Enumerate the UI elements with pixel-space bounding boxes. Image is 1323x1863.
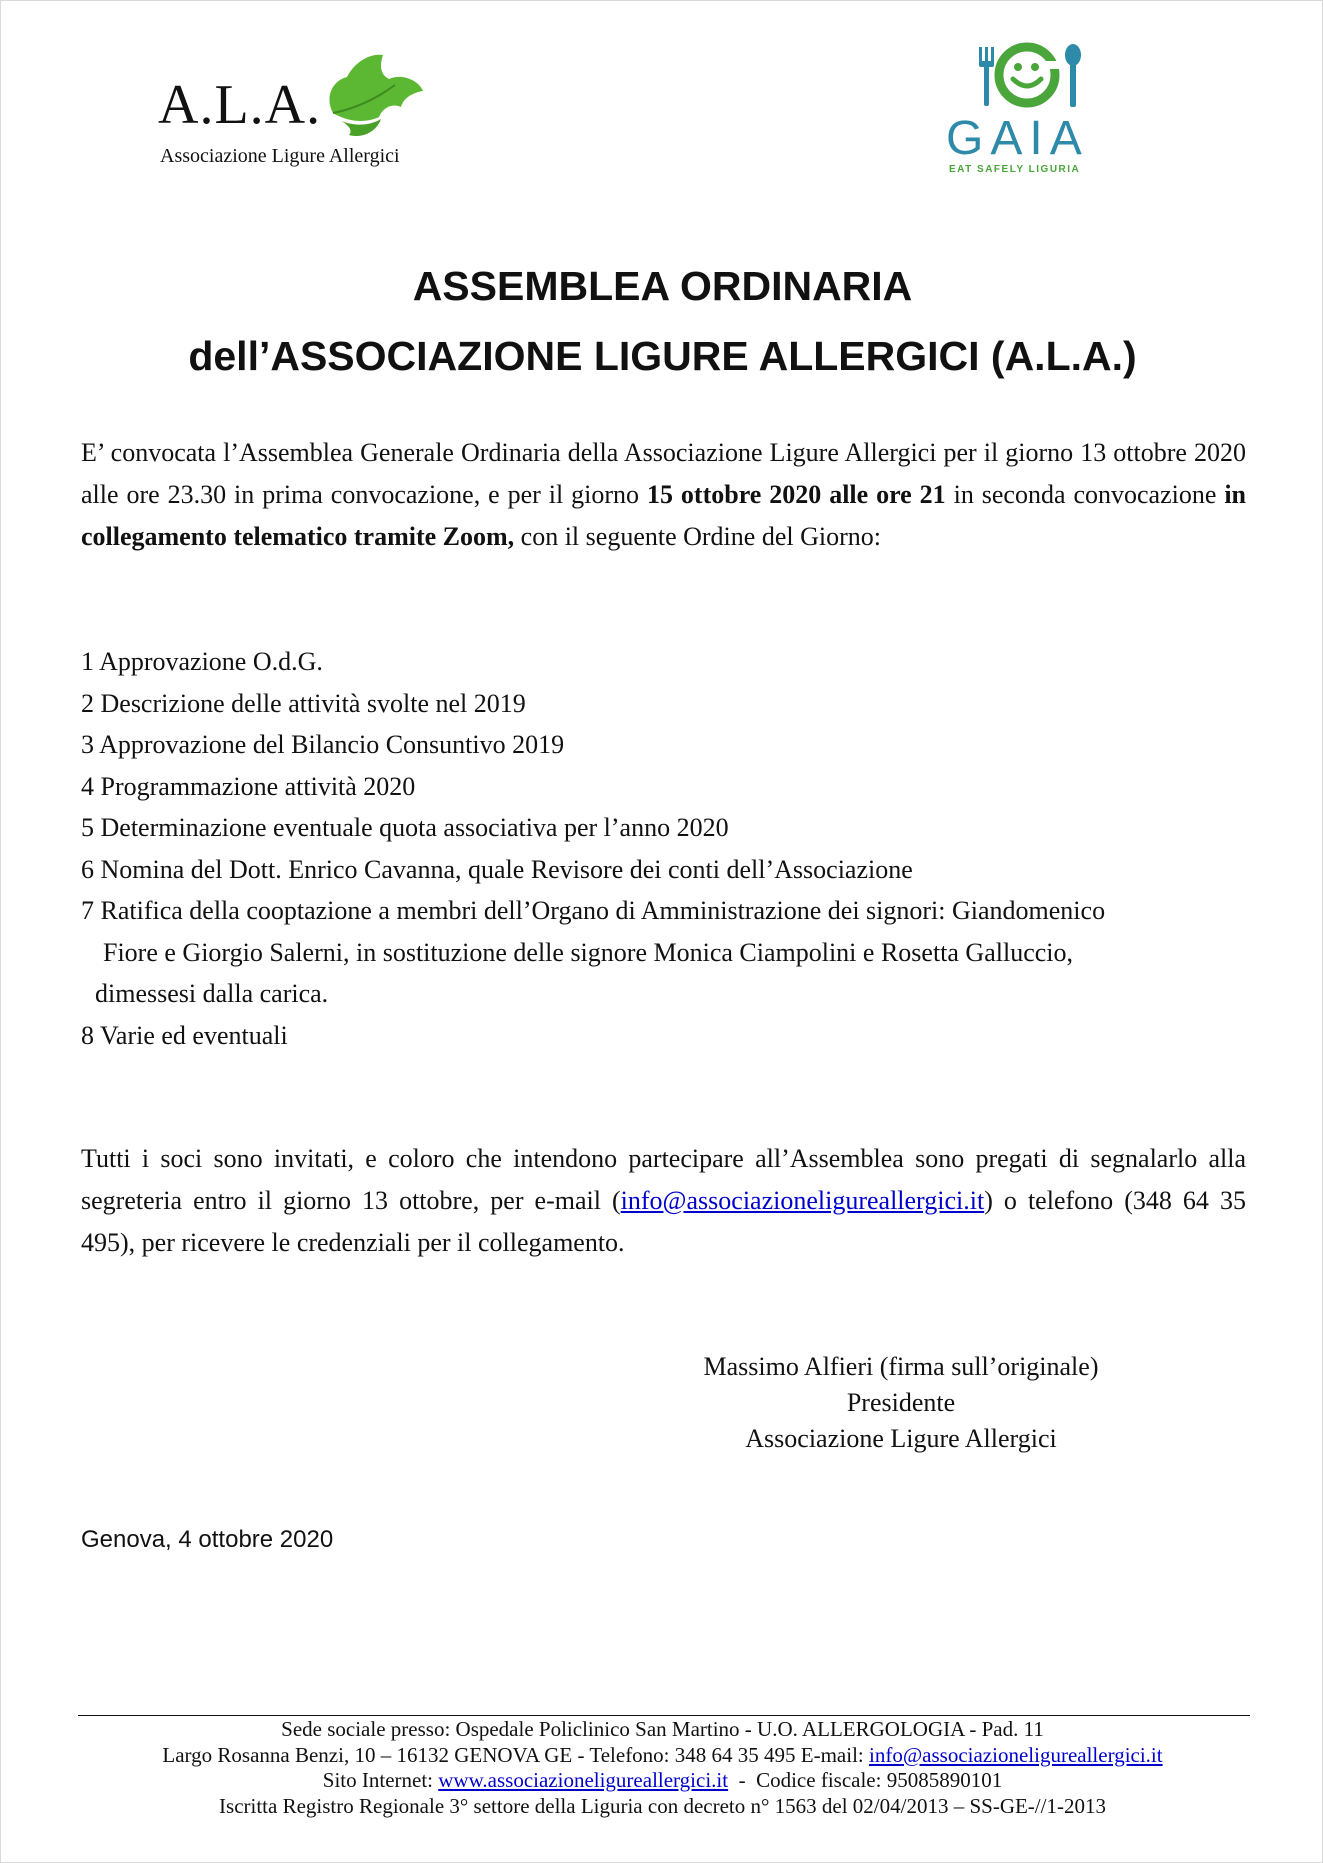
invitation-paragraph — [81, 1138, 1246, 1264]
intro-bold-date: 15 ottobre 2020 alle ore 21 — [646, 480, 946, 509]
signature-block — [651, 1349, 1151, 1457]
gaia-logo — [943, 39, 1103, 179]
ala-logo — [158, 51, 428, 171]
smiley-cutlery-icon — [961, 39, 1091, 114]
intro-text-1: E’ convocata l’Assemblea Generale Ordinaria della Associazione Ligure Allergici per il giorno 13 ottobre 2020 alle ore 23.30 in prima convocazione, e per il giorno — [81, 438, 1246, 509]
agenda-item: 1 Approvazione O.d.G. — [81, 647, 323, 676]
footer-registry-line: Iscritta Registro Regionale 3° settore della Liguria con decreto n° 1563 del 02/04/2013 – SS-GE-//1-2013 — [219, 1793, 1106, 1818]
agenda-list — [81, 641, 1261, 1056]
ala-logo-name: Associazione Ligure Allergici — [160, 145, 400, 167]
invite-text-1: Tutti i soci sono invitati, e coloro che intendono partecipare all’Assemblea sono pregati di segnalarlo alla segreteria entro il giorno 13 ottobre, per e-mail ( — [81, 1144, 1246, 1215]
footer-contact-text: Largo Rosanna Benzi, 10 – 16132 GENOVA GE - Telefono: 348 64 35 495 E-mail: — [162, 1742, 869, 1767]
place-date: Genova, 4 ottobre 2020 — [81, 1526, 334, 1553]
footer-address-line: Sede sociale presso: Ospedale Policlinico San Martino - U.O. ALLERGOLOGIA - Pad. 11 — [281, 1717, 1044, 1741]
signatory-role: Presidente — [846, 1388, 956, 1417]
signatory-name: Massimo Alfieri (firma sull’originale) — [703, 1352, 1099, 1381]
agenda-item: 5 Determinazione eventuale quota associativa per l’anno 2020 — [81, 813, 729, 842]
ala-logo-mark: A.L.A. — [158, 74, 322, 136]
footer — [1, 1717, 1323, 1819]
agenda-item: 8 Varie ed eventuali — [81, 1020, 288, 1050]
intro-bold-zoom: in collegamento telematico tramite Zoom, — [81, 480, 1247, 551]
gaia-logo-mark: GAIA — [946, 112, 1089, 165]
agenda-item: 2 Descrizione delle attività svolte nel 2019 — [81, 688, 526, 718]
footer-website-label: Sito Internet: — [322, 1768, 439, 1792]
agenda-item: 7 Ratifica della cooptazione a membri dell’Organo di Amministrazione dei signori: Giandomenico — [81, 896, 1106, 925]
agenda-item: 4 Programmazione attività 2020 — [81, 771, 416, 801]
invite-text-2: ) o telefono (348 64 35 495), per ricevere le credenziali per il collegamento. — [81, 1186, 1246, 1257]
intro-text-3: con il seguente Ordine del Giorno: — [514, 522, 881, 551]
document-title: ASSEMBLEA ORDINARIA — [412, 263, 913, 309]
footer-email-link[interactable]: info@associazioneligureallergici.it — [869, 1742, 1163, 1767]
agenda-item-continuation: dimessesi dalla carica. — [95, 979, 329, 1008]
footer-website-link[interactable]: www.associazioneligureallergici.it — [438, 1768, 729, 1792]
footer-contact-line — [1, 1743, 1323, 1769]
footer-website-line — [1, 1768, 1323, 1794]
document-subtitle: dell’ASSOCIAZIONE LIGURE ALLERGICI (A.L.A.) — [188, 333, 1137, 379]
agenda-item: 6 Nomina del Dott. Enrico Cavanna, quale Revisore dei conti dell’Associazione — [81, 854, 913, 884]
agenda-item: 3 Approvazione del Bilancio Consuntivo 2019 — [81, 730, 565, 759]
intro-text-2: in seconda convocazione — [945, 480, 1225, 509]
agenda-item-continuation: Fiore e Giorgio Salerni, in sostituzione delle signore Monica Ciampolini e Rosetta Galluccio, — [103, 937, 1073, 967]
butterfly-leaf-icon — [323, 51, 428, 141]
signatory-organization: Associazione Ligure Allergici — [745, 1424, 1057, 1453]
gaia-logo-tagline: EAT SAFELY LIGURIA — [949, 164, 1081, 175]
convocation-paragraph — [81, 432, 1246, 558]
email-link[interactable]: info@associazioneligureallergici.it — [620, 1186, 985, 1215]
footer-divider — [78, 1715, 1250, 1716]
footer-tax-code: - Codice fiscale: 95085890101 — [728, 1768, 1003, 1792]
